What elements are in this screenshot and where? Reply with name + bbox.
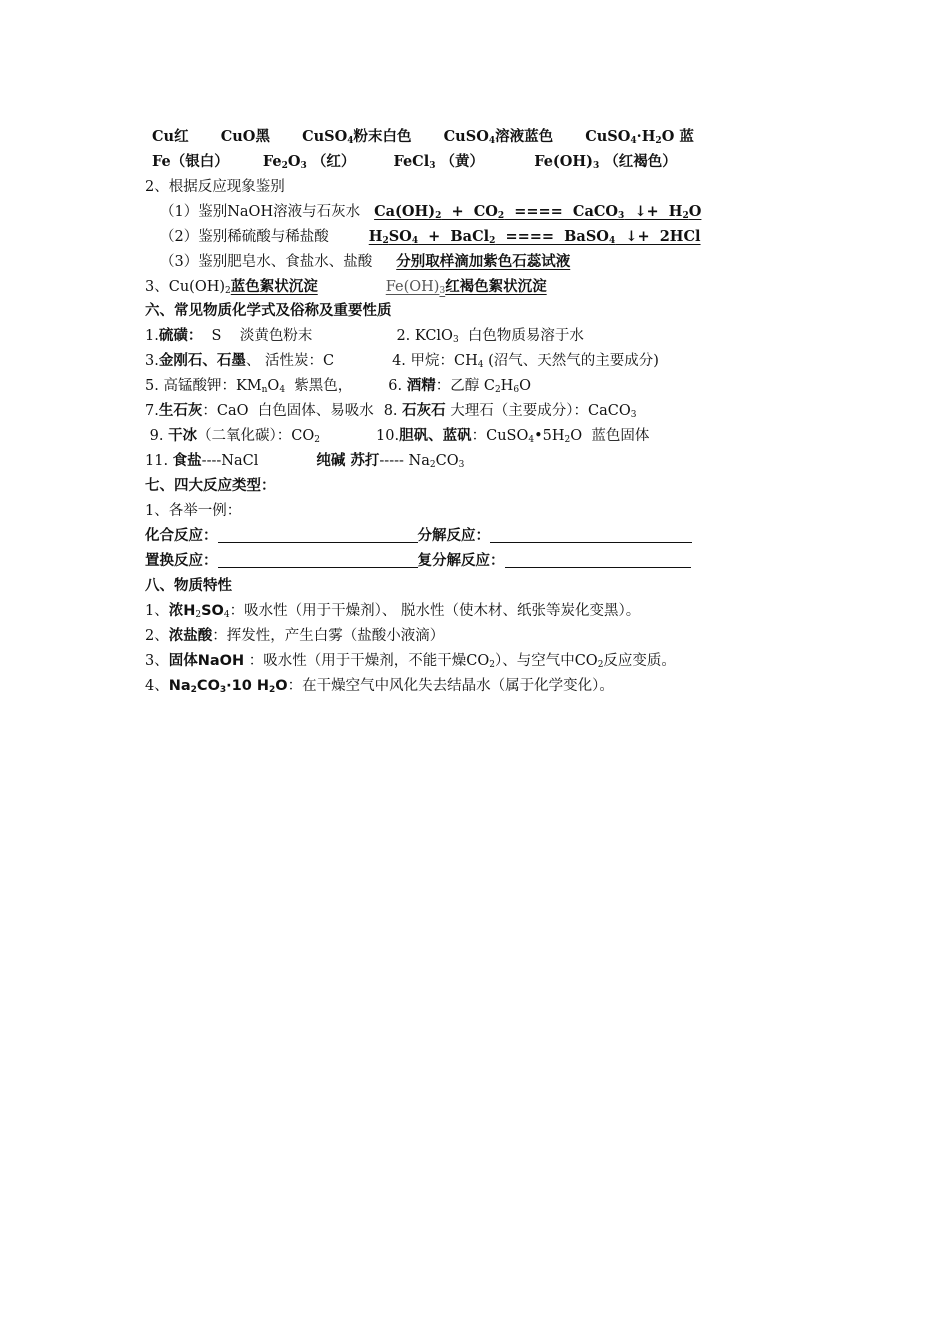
- answer-3: 分别取样滴加紫色石蕊试液: [396, 254, 571, 270]
- property-line-3: 5. 高锰酸钾：$KM_nO_4$ 紫黑色， 6. 酒精：乙醇 $C_2H_6O$: [145, 378, 531, 395]
- property-8-line-1: 1、浓$H_2SO_4$：吸水性（用于干燥剂）、 脱水性（使木材、纸张等炭化变黑）。: [145, 603, 641, 620]
- property-8-line-2: 2、浓盐酸：挥发性，产生白雾（盐酸小液滴）: [145, 628, 445, 644]
- property-8-line-4: 4、$Na_2CO_3\cdot 10$ $H_2O$：在干燥空气中风化失去结晶水（属于化学变化）。: [145, 678, 614, 695]
- heading-section-7: 七、四大反应类型：: [145, 478, 276, 494]
- color-item: $Fe(OH)_3$ （红褐色）: [534, 153, 677, 171]
- color-item: CuO黑: [220, 128, 270, 145]
- reaction-blanks-row-2: 置换反应： 复分解反应：: [145, 550, 691, 572]
- section-2-title: 2、根据反应现象鉴别: [145, 179, 285, 195]
- property-line-5: 9. 干冰（二氧化碳）：$CO_2$ 10.胆矾、蓝矾：$CuSO_4•5H_2O$ 蓝色固体: [145, 428, 650, 445]
- color-item: FeCl$_3$ （黄）: [393, 153, 485, 171]
- identify-item-2: （2）鉴别稀硫酸与稀盐酸 $H_2SO_4$ + BaCl$_2$ ==== BaSO$_4$ ↓+ 2HCl: [160, 226, 739, 248]
- double-displacement-reaction-blank[interactable]: [505, 553, 691, 568]
- color-item: $CuSO_4\cdot H_2O$ 蓝: [585, 128, 694, 146]
- section-7-intro: 1、各举一例：: [145, 503, 242, 519]
- property-line-1: 1.硫磺： S 淡黄色粉末 2. KClO$_3$ 白色物质易溶于水: [145, 328, 584, 345]
- heading-section-6: 六、常见物质化学式及俗称及重要性质: [145, 303, 392, 319]
- color-item: CuSO$_4$溶液蓝色: [443, 128, 554, 146]
- color-item: Fe（银白）: [152, 153, 229, 170]
- property-8-line-3: 3、固体NaOH ：吸水性（用于干燥剂，不能干燥$CO_2$）、与空气中$CO_2$反应变质。: [145, 653, 676, 670]
- heading-section-8: 八、物质特性: [145, 578, 232, 594]
- color-row-1: [152, 126, 694, 148]
- property-line-6: 11. 食盐----NaCl 纯碱 苏打----- $Na_2CO_3$: [145, 453, 465, 470]
- section-3-line: 3、$Cu(OH)_2$蓝色絮状沉淀 $Fe(OH)_3$红褐色絮状沉淀: [145, 279, 547, 296]
- equation-2: $H_2SO_4$ + BaCl$_2$ ==== BaSO$_4$ ↓+ 2HCl: [368, 228, 701, 246]
- color-item: CuSO$_4$粉末白色: [302, 128, 412, 146]
- color-row-2: [152, 151, 677, 173]
- displacement-reaction-blank[interactable]: [218, 553, 418, 568]
- decomposition-reaction-blank[interactable]: [490, 528, 692, 543]
- identify-item-3: （3）鉴别肥皂水、食盐水、盐酸 分别取样滴加紫色石蕊试液: [160, 254, 571, 270]
- identify-item-1: （1）鉴别NaOH溶液与石灰水 $Ca(OH)_2 + CO_2$ ==== CaCO$_3$ ↓+ $H_2O$: [160, 201, 715, 223]
- reaction-blanks-row-1: 化合反应： 分解反应：: [145, 525, 692, 547]
- color-item: Cu红: [152, 128, 189, 145]
- property-line-4: 7.生石灰：CaO 白色固体、易吸水 8. 石灰石 大理石（主要成分）：CaCO$_3$: [145, 403, 637, 420]
- color-item: $Fe_2O_3$ （红）: [262, 153, 356, 171]
- equation-1: $Ca(OH)_2 + CO_2$ ==== CaCO$_3$ ↓+ $H_2O$: [374, 203, 702, 221]
- combination-reaction-blank[interactable]: [218, 528, 418, 543]
- property-line-2: 3.金刚石、石墨、 活性炭：C 4. 甲烷：$CH_4$ (沼气、天然气的主要成分): [145, 353, 659, 370]
